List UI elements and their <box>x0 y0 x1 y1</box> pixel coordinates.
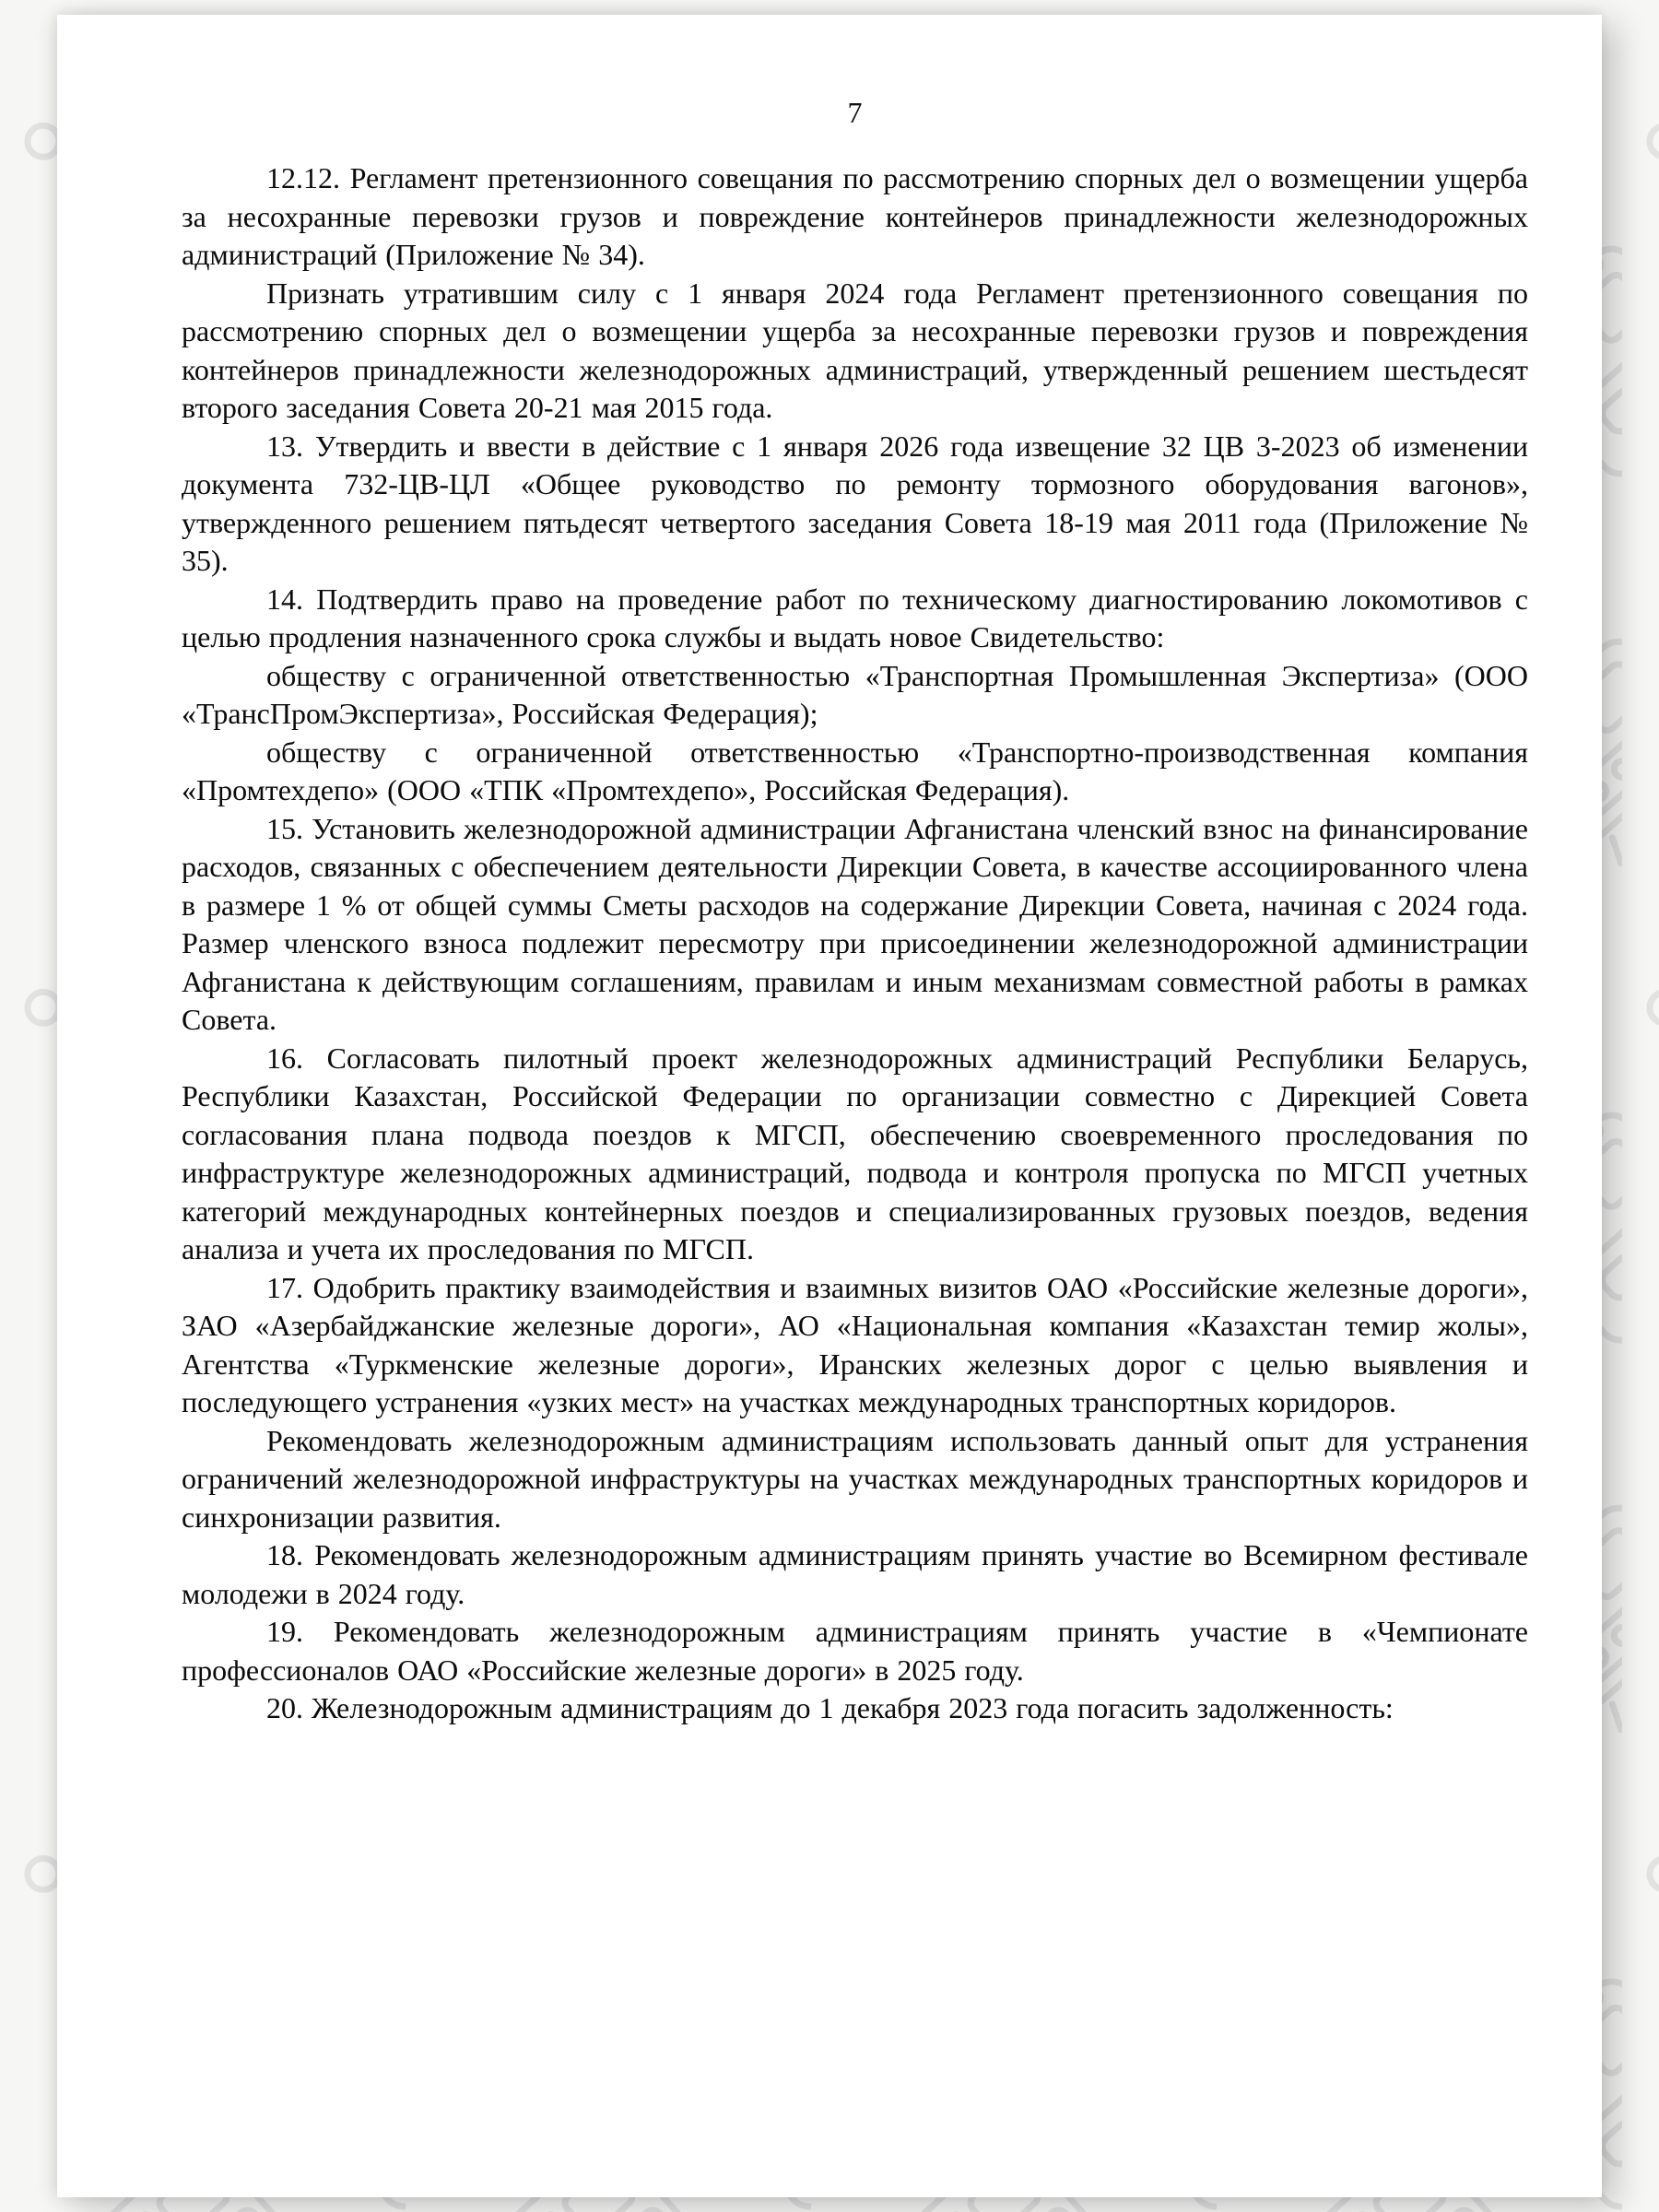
document-body <box>182 159 1528 1728</box>
paragraph-13: 13. Утвердить и ввести в действие с 1 января 2026 года извещение 32 ЦВ 3-2023 об изменении документа 732-ЦВ-ЦЛ «Общее руководство по ремонту тормозного оборудования вагонов», утвержденного решением пятьдесят четвертого заседания Совета 18-19 мая 2011 года (Приложение № 35). <box>182 429 1528 577</box>
page-content <box>182 94 1528 1728</box>
document-page <box>57 15 1602 2197</box>
paragraph-14-item-2: обществу с ограниченной ответственностью «Транспортно-производственная компания «Промтехдепо» (ООО «ТПК «Промтехдепо», Российская Федерация). <box>182 735 1528 806</box>
paragraph-14-item-1: обществу с ограниченной ответственностью «Транспортная Промышленная Экспертиза» (ООО «ТрансПромЭкспертиза», Российская Федерация); <box>182 658 1528 730</box>
paragraph-20: 20. Железнодорожным администрациям до 1 декабря 2023 года погасить задолженность: <box>266 1691 1394 1724</box>
paragraph-17-cont: Рекомендовать железнодорожным администрациям использовать данный опыт для устранения ограничений железнодорожной инфраструктуры на участках международных транспортных коридоров и синхронизации развития. <box>182 1423 1528 1534</box>
paragraph-15: 15. Установить железнодорожной администрации Афганистана членский взнос на финансирование расходов, связанных с обеспечением деятельности Дирекции Совета, в качестве ассоциированного члена в размере 1 % от общей суммы Сметы расходов на содержание Дирекции Совета, начиная с 2024 года. Размер членского взноса подлежит пересмотру при присоединении железнодорожной администрации Афганистана к действующим соглашениям, правилам и иным механизмам совместной работы в рамках Совета. <box>182 811 1528 1036</box>
paragraph-12-12-cont: Признать утратившим силу с 1 января 2024 года Регламент претензионного совещания по рассмотрению спорных дел о возмещении ущерба за несохранные перевозки грузов и повреждения контейнеров принадлежности железнодорожных администраций, утвержденный решением шестьдесят второго заседания Совета 20-21 мая 2015 года. <box>182 276 1528 424</box>
paragraph-12-12: 12.12. Регламент претензионного совещания по рассмотрению спорных дел о возмещении ущерба за несохранные перевозки грузов и повреждение контейнеров принадлежности железнодорожных администраций (Приложение № 34). <box>182 161 1528 271</box>
paragraph-19: 19. Рекомендовать железнодорожным администрациям принять участие в «Чемпионате профессионалов ОАО «Российские железные дороги» в 2025 году. <box>182 1615 1528 1687</box>
paragraph-16: 16. Согласовать пилотный проект железнодорожных администраций Республики Беларусь, Республики Казахстан, Российской Федерации по организации совместно с Дирекцией Совета согласования плана подвода поездов к МГСП, обеспечению своевременного проследования по инфраструктуре железнодорожных администраций, подвода и контроля пропуска по МГСП учетных категорий международных контейнерных поездов и специализированных грузовых поездов, ведения анализа и учета их проследования по МГСП. <box>182 1041 1528 1265</box>
paragraph-14: 14. Подтвердить право на проведение работ по техническому диагностированию локомотивов с целью продления назначенного срока службы и выдать новое Свидетельство: <box>182 582 1528 653</box>
paragraph-17: 17. Одобрить практику взаимодействия и взаимных визитов ОАО «Российские железные дороги», ЗАО «Азербайджанские железные дороги», АО «Национальная компания «Казахстан темир жолы», Агентства «Туркменские железные дороги», Иранских железных дорог с целью выявления и последующего устранения «узких мест» на участках международных транспортных коридоров. <box>182 1270 1528 1418</box>
paragraph-18: 18. Рекомендовать железнодорожным администрациям принять участие во Всемирном фестивале молодежи в 2024 году. <box>182 1538 1528 1610</box>
page-number: 7 <box>847 96 863 129</box>
